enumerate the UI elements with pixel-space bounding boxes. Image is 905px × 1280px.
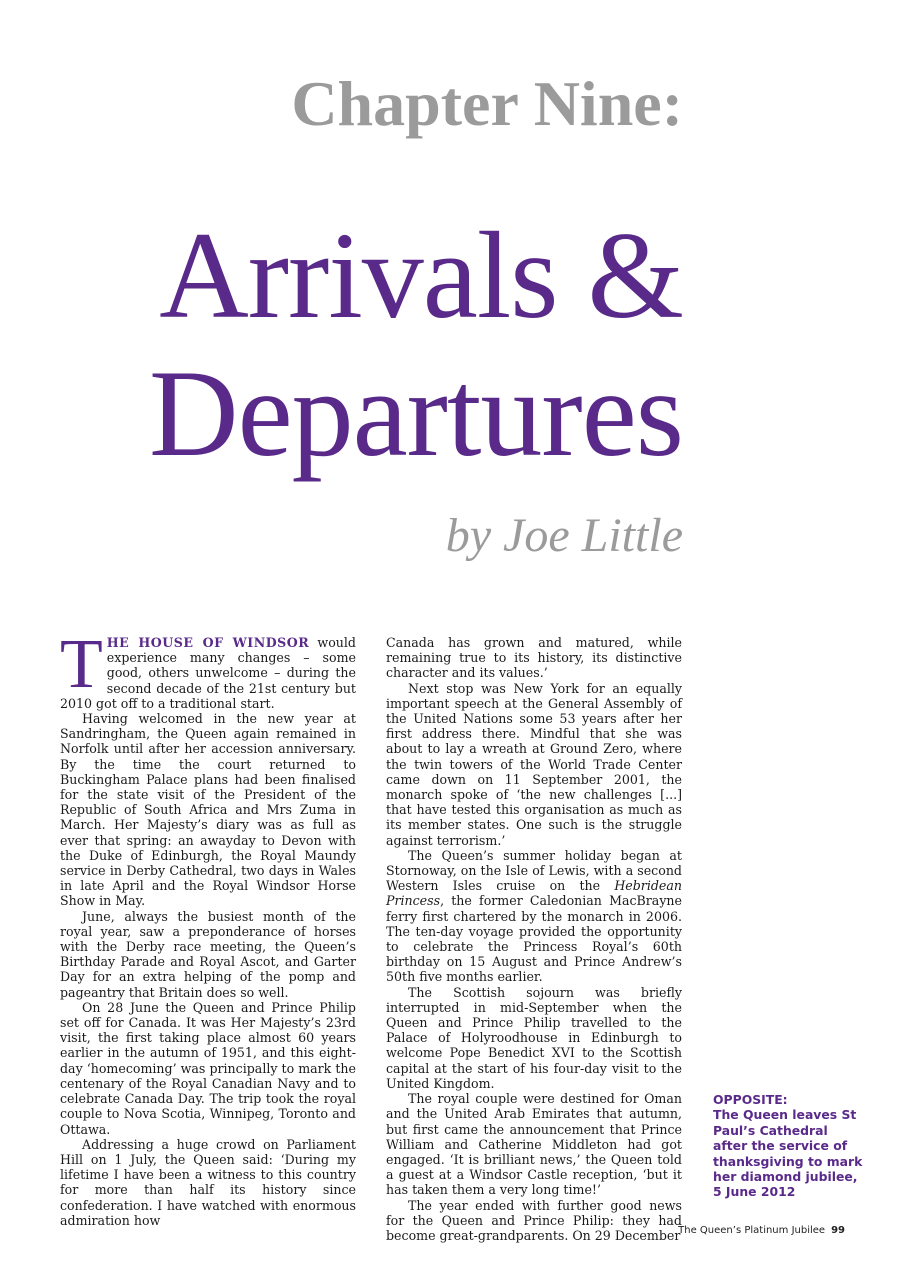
paragraph: The year ended with further good news for the Queen and Prince Philip: they had become great-grandparents. On 29 December	[386, 1197, 682, 1243]
title-line-2: Departures	[149, 345, 683, 482]
paragraph: Having welcomed in the new year at Sandringham, the Queen again remained in Norfolk until after her accession anniversary. By the time the court returned to Buckingham Palace plans had been finalised for the state visit of the President of the Republic of South Africa and Mrs Zuma in March. Her Majesty’s diary was as full as ever that spring: an awayday to Devon with the Duke of Edinburgh, the Royal Maundy service in Derby Cathedral, two days in Wales in late April and the Royal Windsor Horse Show in May.	[60, 711, 356, 909]
drop-cap: T	[60, 626, 103, 703]
publication-title: The Queen’s Platinum Jubilee	[678, 1225, 826, 1236]
paragraph: The royal couple were destined for Oman and the United Arab Emirates that autumn, but first came the announcement that Prince William and Catherine Middleton had got engaged. ‘It is brilliant news,’ the Queen told a guest at a Windsor Castle reception, ‘but it has taken them a very long time!’	[386, 1091, 682, 1198]
paragraph-text: would experience many changes – some good, others unwelcome – during the second decade of the 21st century but 2010 got off to a traditional start.	[60, 635, 356, 711]
paragraph: Next stop was New York for an equally important speech at the General Assembly of the United Nations some 53 years after her first address there. Mindful that she was about to lay a wreath at Ground Zero, where the twin towers of the World Trade Center came down on 11 September 2001, the monarch spoke of ‘the new challenges [...] that have tested this organisation as much as its member states. One such is the struggle against terrorism.’	[386, 680, 682, 848]
page-footer	[678, 1225, 845, 1236]
paragraph: On 28 June the Queen and Prince Philip set off for Canada. It was Her Majesty’s 23rd visit, the first taking place almost 60 years earlier in the autumn of 1951, and this eight-day ‘homecoming’ was principally to mark the centenary of the Royal Canadian Navy and to celebrate Canada Day. The trip took the royal couple to Nova Scotia, Winnipeg, Toronto and Ottawa.	[60, 999, 356, 1137]
caption-text: The Queen leaves St Paul’s Cathedral after the service of thanksgiving to mark her diamond jubilee, 5 June 2012	[713, 1107, 863, 1200]
article-column-right	[386, 635, 682, 1243]
article-column-left	[60, 626, 356, 1228]
paragraph: June, always the busiest month of the royal year, saw a preponderance of horses with the Derby race meeting, the Queen’s Birthday Parade and Royal Ascot, and Garter Day for an extra helping of the pomp and pageantry that Britain does so well.	[60, 908, 356, 1000]
paragraph: Addressing a huge crowd on Parliament Hill on 1 July, the Queen said: ‘During my lifetime I have been a witness to this country for more than half its history since confederation. I have watched with enormous admiration how	[60, 1136, 356, 1228]
paragraph: The Scottish sojourn was briefly interrupted in mid-September when the Queen and Prince Philip travelled to the Palace of Holyroodhouse in Edinburgh to welcome Pope Benedict XVI to the Scottish capital at the start of his four-day visit to the United Kingdom.	[386, 984, 682, 1091]
paragraph-text: , the former Caledonian MacBrayne ferry first chartered by the monarch in 2006. The ten-day voyage provided the opportunity to celebrate the Princess Royal’s 60th birthday on 15 August and Prince Andrew’s 50th five months earlier.	[386, 893, 682, 985]
paragraph	[386, 848, 682, 985]
byline: by Joe Little	[445, 509, 683, 562]
photo-caption	[713, 1092, 863, 1200]
chapter-label: Chapter Nine:	[291, 68, 683, 139]
lead-in: HE HOUSE OF WINDSOR	[106, 635, 310, 650]
paragraph-text: The Queen’s summer holiday began at Stornoway, on the Isle of Lewis, with a second Western Isles cruise on the	[386, 847, 682, 894]
paragraph: Canada has grown and matured, while remaining true to its history, its distinctive character and its values.’	[386, 635, 682, 681]
paragraph	[60, 626, 356, 711]
page-number: 99	[831, 1225, 845, 1236]
ship-name: Hebridean Princess	[386, 878, 682, 909]
caption-heading: OPPOSITE:	[713, 1092, 788, 1107]
title-line-1: Arrivals &	[159, 207, 683, 344]
